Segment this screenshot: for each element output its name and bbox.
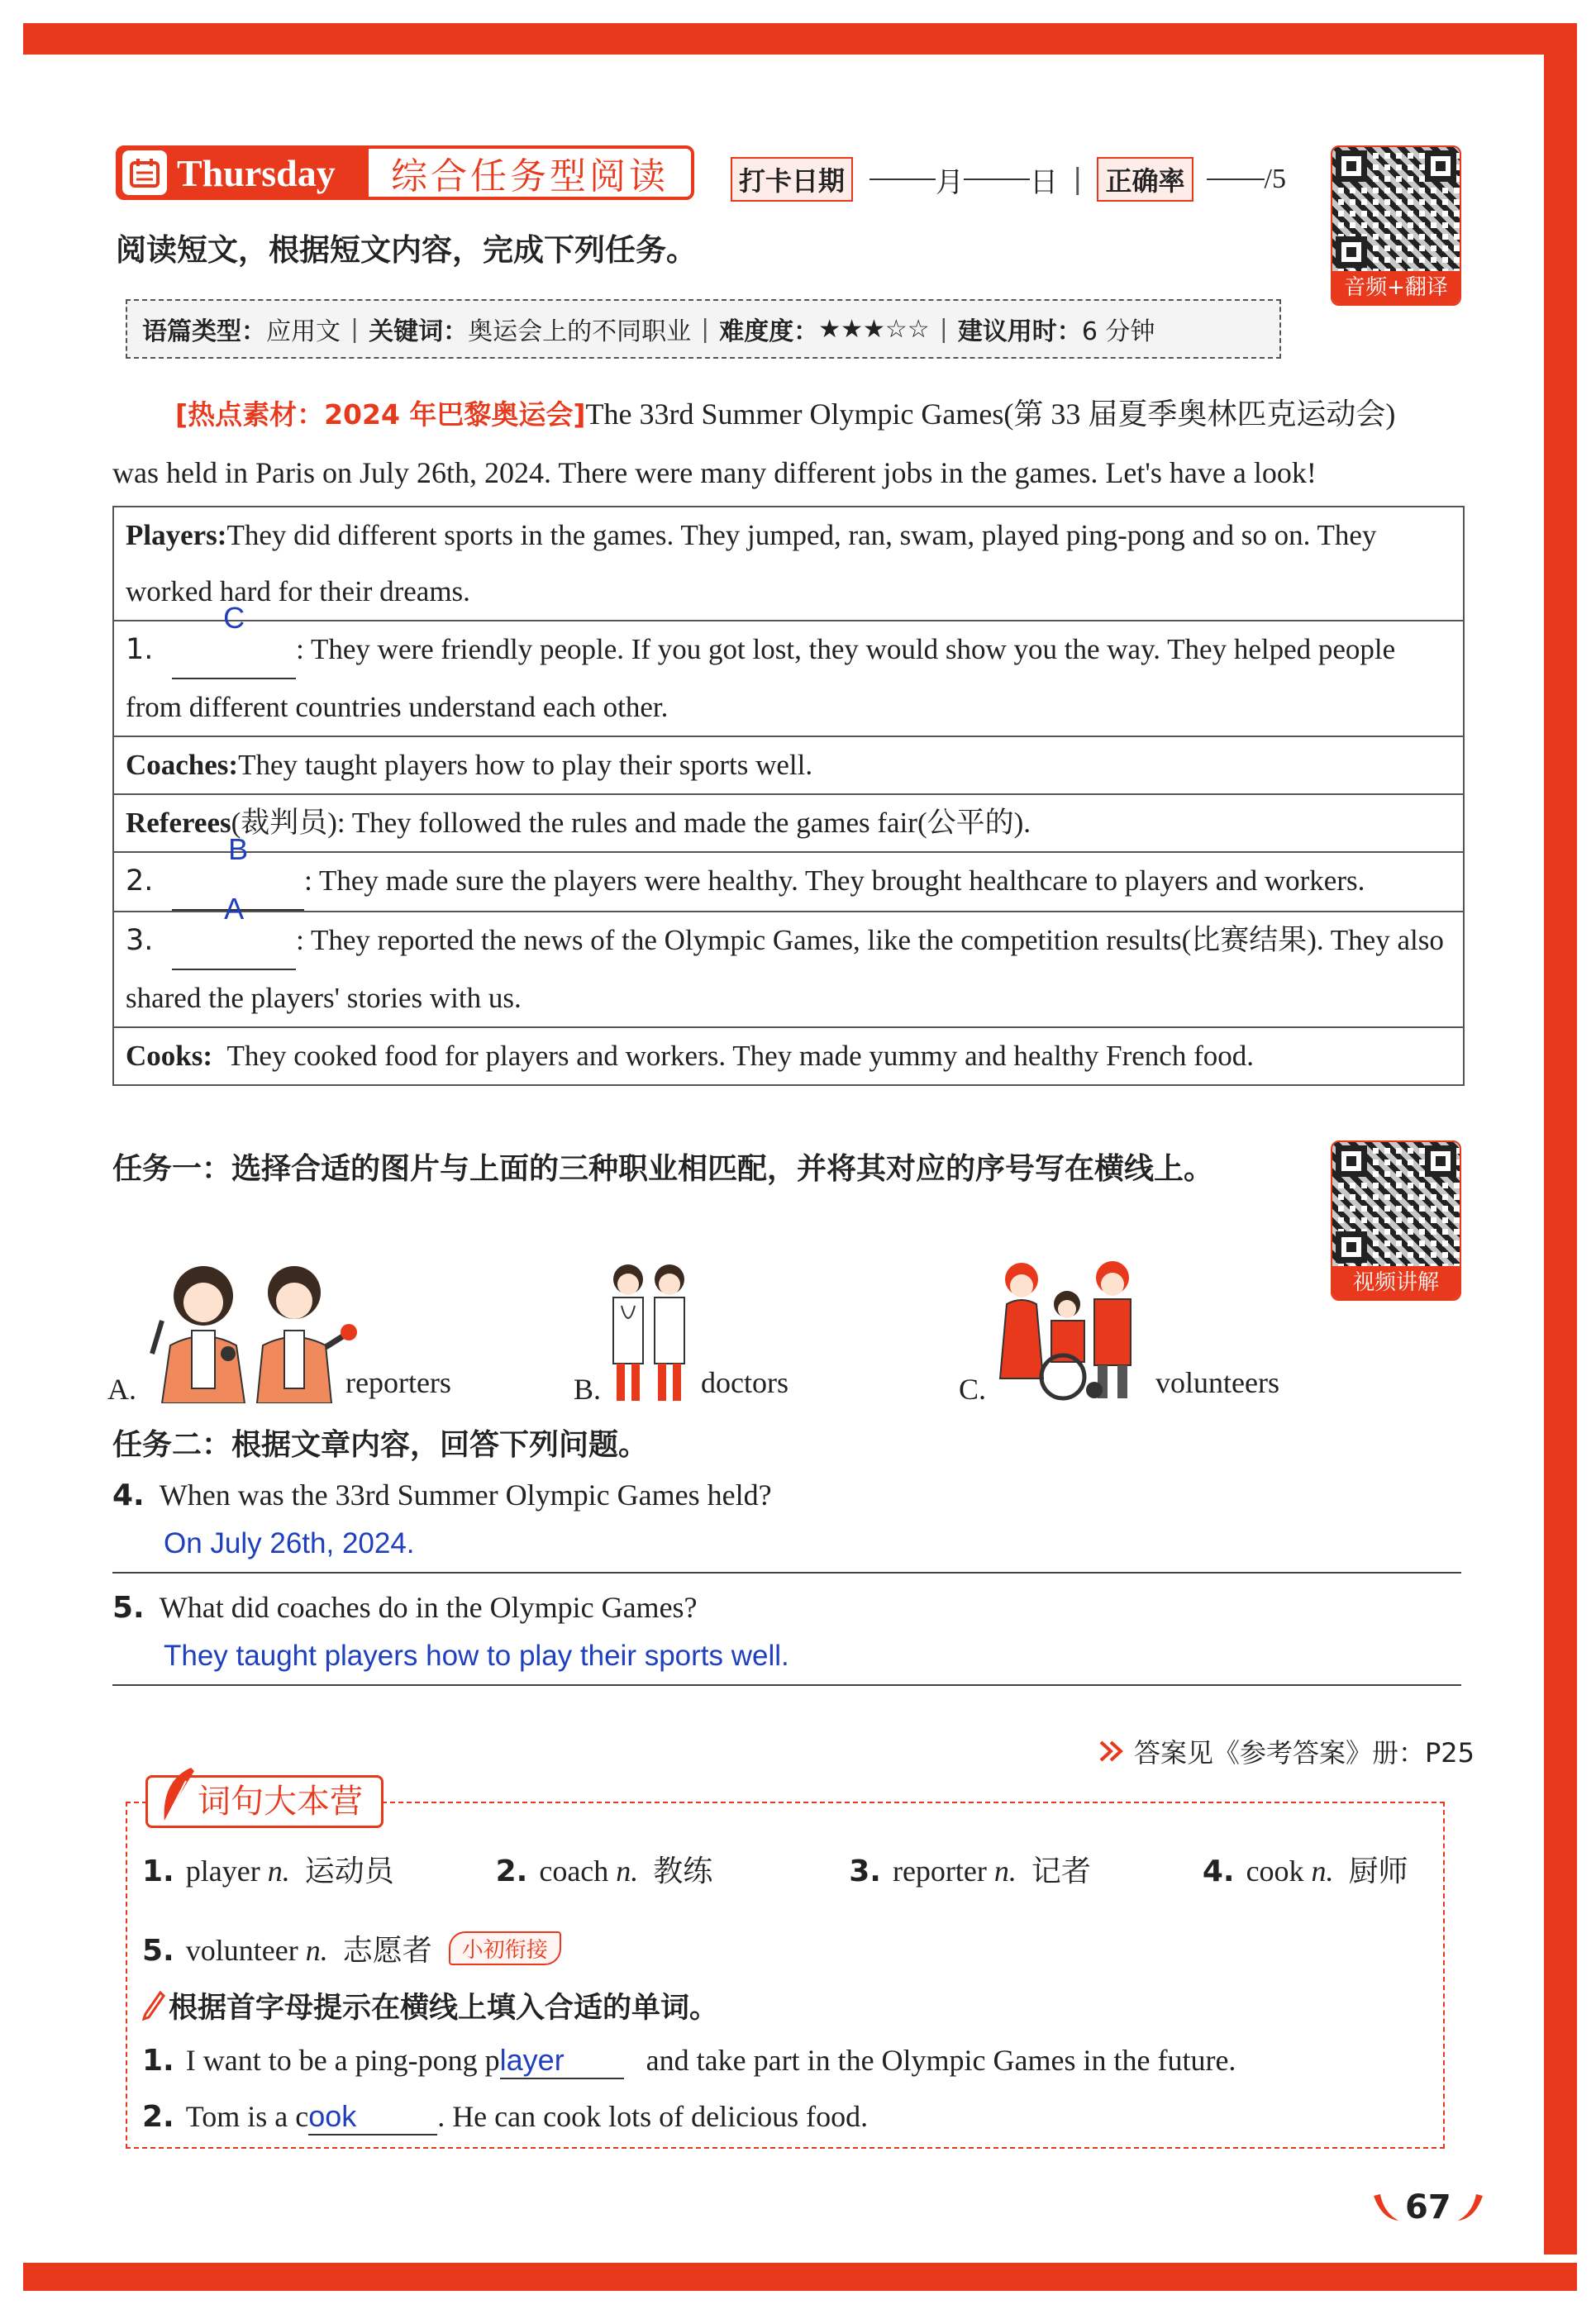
- checkin-row: [731, 157, 1286, 202]
- q5-row: [112, 1590, 698, 1625]
- figure-b-letter: B.: [574, 1373, 602, 1406]
- right-border-inner: [1513, 55, 1544, 2253]
- vocab-item: 3. reporter n. 记者: [849, 1855, 1091, 1888]
- q1-answer: C: [223, 601, 245, 635]
- separator: |: [1073, 163, 1083, 196]
- q1-text: : They were friendly people. If you got lost, they would show you the way. They helped people from different countries understand each other.: [126, 633, 1396, 723]
- page-number-badge: [1369, 2188, 1488, 2226]
- instruction: 阅读短文，根据短文内容，完成下列任务。: [116, 232, 697, 268]
- vocab-row-1: [142, 1848, 1432, 1890]
- calendar-icon: [122, 150, 167, 195]
- jobs-table: [112, 506, 1465, 1086]
- fill-instruction-row: [142, 1985, 718, 2026]
- section-header: [116, 145, 694, 200]
- row-referees: [114, 795, 1463, 853]
- month-blank[interactable]: [869, 179, 936, 180]
- q4-number: 4.: [112, 1478, 145, 1512]
- left-swoosh-icon: [1369, 2191, 1402, 2224]
- accuracy-label: 正确率: [1097, 157, 1193, 202]
- coaches-heading: Coaches:: [126, 749, 239, 781]
- figure-a-letter: A.: [107, 1373, 136, 1406]
- q4-answer-line[interactable]: [112, 1527, 1461, 1574]
- answer-reference-text: 答案见《参考答案》册：P25: [1134, 1737, 1475, 1769]
- task1-instruction: 任务一：选择合适的图片与上面的三种职业相匹配，并将其对应的序号写在横线上。: [112, 1152, 1214, 1186]
- type-val: 应用文: [266, 317, 341, 346]
- qr-code-image: [1332, 1142, 1460, 1266]
- qr-audio-translation[interactable]: [1331, 145, 1461, 306]
- page-number: 67: [1405, 2188, 1451, 2226]
- vocab-item: 1. player n. 运动员: [142, 1855, 394, 1888]
- bottom-border: [23, 2263, 1577, 2291]
- qr-label-video: 视频讲解: [1332, 1266, 1460, 1299]
- q3-number: 3.: [126, 924, 154, 957]
- qr-code-image: [1332, 147, 1460, 271]
- row-cooks: [114, 1028, 1463, 1084]
- vocab-title-text: 词句大本营: [198, 1783, 363, 1821]
- fill-blank-2[interactable]: ook: [308, 2099, 437, 2135]
- q1-number: 1.: [126, 633, 154, 666]
- figure-a-label: reporters: [345, 1366, 451, 1399]
- vocab-item: 2. coach n. 教练: [495, 1855, 713, 1888]
- row-q3: [114, 892, 1463, 1028]
- q5-text: What did coaches do in the Olympic Games?: [159, 1591, 698, 1624]
- row-players: [114, 507, 1463, 621]
- month-char: 月: [936, 165, 965, 199]
- passage-intro: [112, 385, 1468, 502]
- link-tag: 小初衔接: [449, 1931, 561, 1965]
- q5-answer: They taught players how to play their sports well.: [164, 1640, 789, 1672]
- q5-answer-line[interactable]: [112, 1640, 1461, 1686]
- top-border: [23, 23, 1577, 55]
- cooks-heading: Cooks:: [126, 1040, 213, 1072]
- right-border: [1544, 23, 1577, 2254]
- q3-answer: A: [224, 892, 245, 926]
- doctors-illustration: [603, 1256, 694, 1405]
- q3-answer-blank[interactable]: [172, 892, 296, 970]
- q2-number: 2.: [126, 864, 154, 898]
- referees-heading: Referees: [126, 807, 231, 839]
- vocab-row-2: [142, 1927, 561, 1969]
- q4-text: When was the 33rd Summer Olympic Games held?: [159, 1478, 772, 1512]
- difficulty-key: 难度度：: [719, 317, 819, 346]
- q4-row: [112, 1478, 772, 1512]
- q5-number: 5.: [112, 1591, 145, 1625]
- vocab-item: 4. cook n. 厨师: [1202, 1855, 1408, 1888]
- row-q1: [114, 601, 1463, 737]
- header-title: 综合任务型阅读: [391, 155, 669, 198]
- quill-icon: [153, 1764, 199, 1827]
- right-swoosh-icon: [1455, 2191, 1488, 2224]
- players-heading: Players:: [126, 519, 227, 551]
- day-blank[interactable]: [964, 179, 1030, 180]
- players-text: They did different sports in the games. They jumped, ran, swam, played ping-pong and so on. They worked hard for their dreams.: [126, 519, 1377, 607]
- time-val: 6 分钟: [1081, 317, 1155, 346]
- sep: |: [701, 314, 710, 344]
- checkin-label: 打卡日期: [731, 157, 853, 202]
- sep: |: [939, 314, 948, 344]
- fill-instruction: 根据首字母提示在横线上填入合适的单词。: [169, 1992, 719, 2025]
- score-blank[interactable]: [1207, 179, 1265, 180]
- header-title-box: [369, 149, 691, 197]
- q2-text: : They made sure the players were healthy. They brought healthcare to players and workers.: [304, 864, 1365, 897]
- header-day: Thursday: [177, 151, 336, 194]
- vocab-title: [145, 1775, 384, 1828]
- fill-blank-1[interactable]: layer: [500, 2043, 624, 2079]
- hot-topic-tag: [热点素材：2024 年巴黎奥运会]: [175, 398, 586, 431]
- coaches-text: They taught players how to play their sports well.: [238, 749, 813, 781]
- fill-sentence-1: 1. I want to be a ping-pong player and take part in the Olympic Games in the future.: [142, 2043, 1236, 2078]
- passage-line2: was held in Paris on July 26th, 2024. There were many different jobs in the games. Let's have a look!: [112, 456, 1317, 489]
- q2-answer: B: [228, 832, 249, 866]
- q1-answer-blank[interactable]: [172, 601, 296, 679]
- vocab-item: 5. volunteer n. 志愿者: [142, 1934, 432, 1968]
- reporters-illustration: [137, 1255, 360, 1403]
- cooks-text: They cooked food for players and workers. They made yummy and healthy French food.: [226, 1040, 1254, 1072]
- volunteers-illustration: [989, 1255, 1154, 1403]
- pencil-icon: [142, 1991, 165, 2021]
- answer-reference: [1099, 1732, 1475, 1770]
- q3-text: : They reported the news of the Olympic Games, like the competition results(比赛结果). They also shared the players' stories with us.: [126, 924, 1444, 1014]
- difficulty-stars: ★★★☆☆: [818, 314, 930, 344]
- row-coaches: [114, 737, 1463, 795]
- passage-line1: The 33rd Summer Olympic Games(第 33 届夏季奥林匹克运动会): [585, 398, 1396, 431]
- fill-sentence-2: 2. Tom is a cook . He can cook lots of delicious food.: [142, 2099, 869, 2134]
- row-q2: [114, 832, 1463, 912]
- keyword-val: 奥运会上的不同职业: [468, 317, 692, 346]
- double-arrow-icon: [1099, 1739, 1129, 1764]
- sep: |: [350, 314, 360, 344]
- time-key: 建议用时：: [957, 317, 1082, 346]
- referees-text: (裁判员): They followed the rules and made the games fair(公平的).: [231, 807, 1031, 839]
- figure-c-label: volunteers: [1155, 1366, 1279, 1399]
- type-key: 语篇类型：: [142, 317, 266, 346]
- keyword-key: 关键词：: [369, 317, 469, 346]
- q4-answer: On July 26th, 2024.: [164, 1527, 415, 1559]
- qr-video-explanation[interactable]: [1331, 1140, 1461, 1301]
- day-char: 日: [1030, 165, 1059, 199]
- qr-label-audio: 音频+翻译: [1332, 271, 1460, 304]
- figure-b-label: doctors: [701, 1366, 788, 1399]
- info-box: [126, 299, 1281, 359]
- score-total: /5: [1264, 164, 1286, 194]
- figure-c-letter: C.: [959, 1373, 987, 1406]
- task2-instruction: 任务二：根据文章内容，回答下列问题。: [112, 1428, 649, 1462]
